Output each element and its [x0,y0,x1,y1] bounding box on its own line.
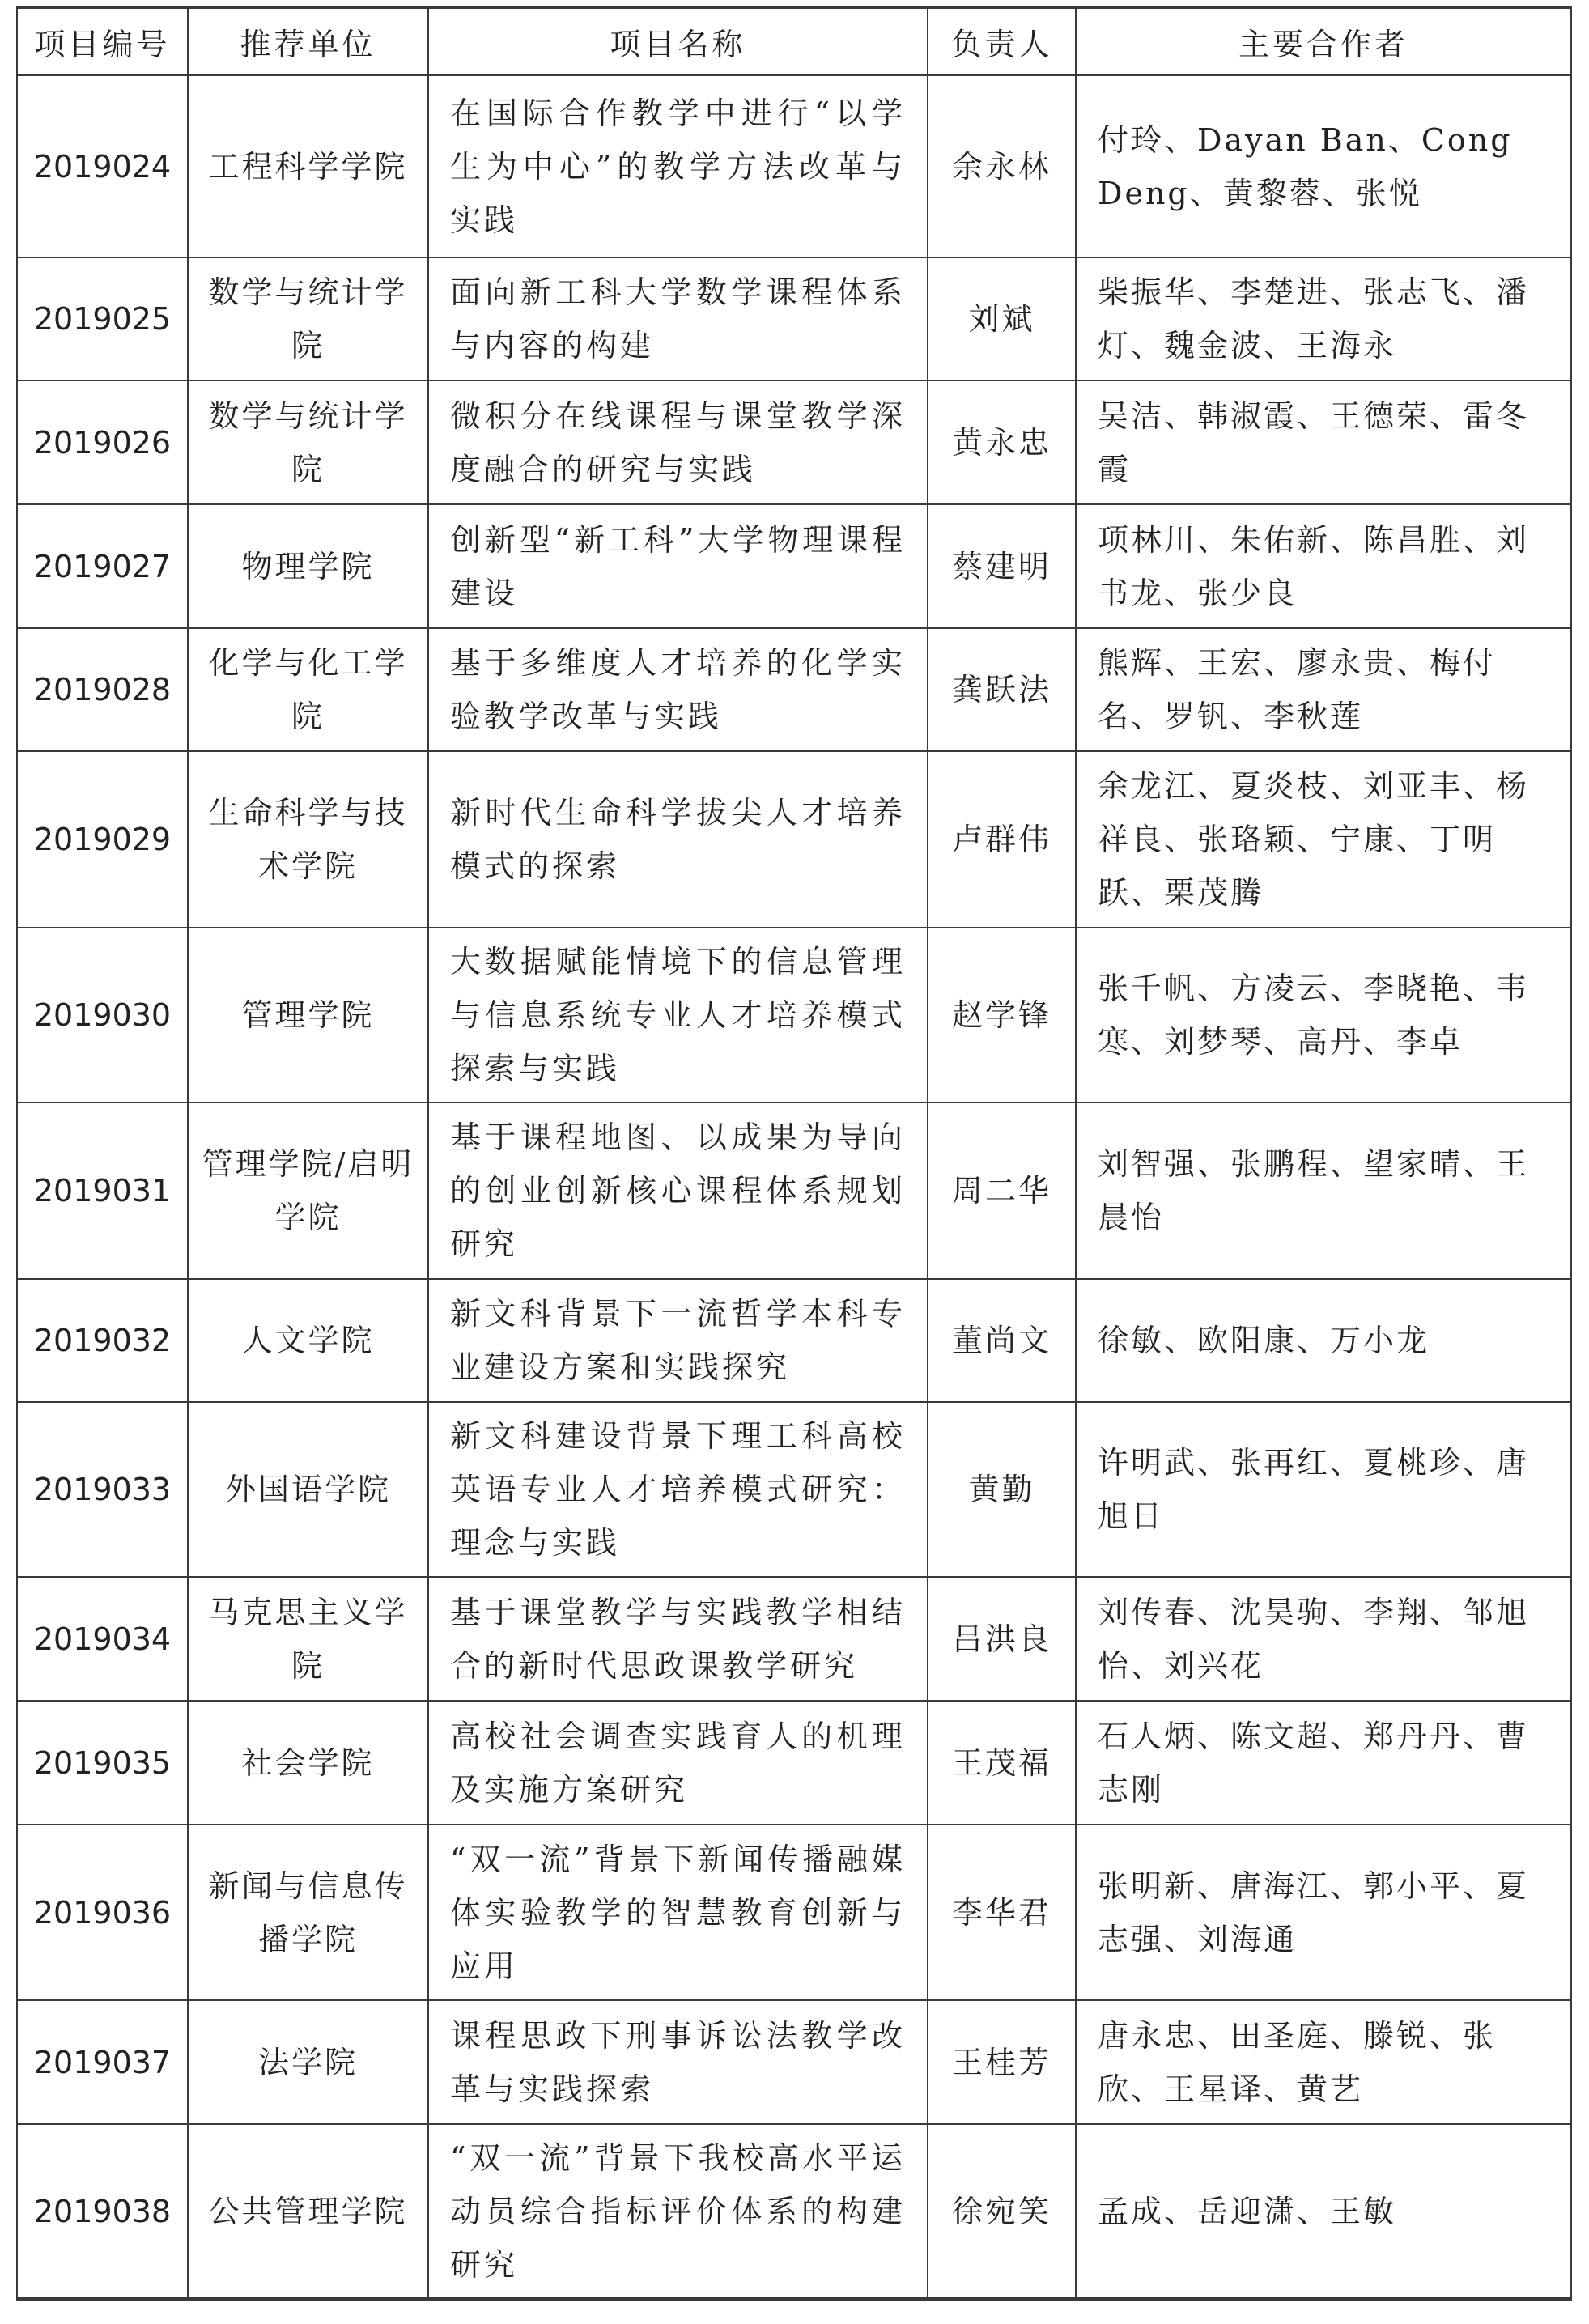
project-name: 基于课堂教学与实践教学相结合的新时代思政课教学研究 [428,1577,928,1701]
project-id: 2019026 [17,380,188,504]
header-id: 项目编号 [17,7,188,75]
project-leader: 蔡建明 [928,504,1076,628]
main-cooperators: 刘传春、沈昊驹、李翔、邹旭怡、刘兴花 [1076,1577,1571,1701]
project-leader: 龚跃法 [928,628,1076,751]
recommending-unit: 社会学院 [188,1701,428,1825]
project-id: 2019028 [17,628,188,751]
recommending-unit: 公共管理学院 [188,2124,428,2299]
recommending-unit: 数学与统计学院 [188,257,428,380]
recommending-unit: 外国语学院 [188,1402,428,1577]
project-id: 2019035 [17,1701,188,1825]
main-cooperators: 熊辉、王宏、廖永贵、梅付名、罗钒、李秋莲 [1076,628,1571,751]
table-row [17,2000,1571,2124]
project-leader: 卢群伟 [928,751,1076,928]
project-leader: 周二华 [928,1103,1076,1279]
recommending-unit: 管理学院 [188,928,428,1103]
main-cooperators: 徐敏、欧阳康、万小龙 [1076,1279,1571,1402]
main-cooperators: 刘智强、张鹏程、望家晴、王晨怡 [1076,1103,1571,1279]
project-leader: 王茂福 [928,1701,1076,1825]
table-row [17,380,1571,504]
header-row [17,7,1571,75]
project-id: 2019037 [17,2000,188,2124]
main-cooperators: 唐永忠、田圣庭、滕锐、张欣、王星译、黄艺 [1076,2000,1571,2124]
project-leader: 余永林 [928,75,1076,257]
main-cooperators: 许明武、张再红、夏桃珍、唐旭日 [1076,1402,1571,1577]
recommending-unit: 数学与统计学院 [188,380,428,504]
project-name: 大数据赋能情境下的信息管理与信息系统专业人才培养模式探索与实践 [428,928,928,1103]
recommending-unit: 人文学院 [188,1279,428,1402]
project-name: 基于课程地图、以成果为导向的创业创新核心课程体系规划研究 [428,1103,928,1279]
project-id: 2019032 [17,1279,188,1402]
project-name: 课程思政下刑事诉讼法教学改革与实践探索 [428,2000,928,2124]
recommending-unit: 化学与化工学院 [188,628,428,751]
project-leader: 赵学锋 [928,928,1076,1103]
projects-table [16,6,1572,2301]
recommending-unit: 管理学院/启明学院 [188,1103,428,1279]
main-cooperators: 项林川、朱佑新、陈昌胜、刘书龙、张少良 [1076,504,1571,628]
header-cooperators: 主要合作者 [1076,7,1571,75]
project-name: 高校社会调查实践育人的机理及实施方案研究 [428,1701,928,1825]
project-id: 2019034 [17,1577,188,1701]
table-row [17,928,1571,1103]
recommending-unit: 生命科学与技术学院 [188,751,428,928]
table-row [17,1402,1571,1577]
project-id: 2019031 [17,1103,188,1279]
project-id: 2019033 [17,1402,188,1577]
project-leader: 黄勤 [928,1402,1076,1577]
project-id: 2019025 [17,257,188,380]
project-name: 微积分在线课程与课堂教学深度融合的研究与实践 [428,380,928,504]
recommending-unit: 马克思主义学院 [188,1577,428,1701]
main-cooperators: 张明新、唐海江、郭小平、夏志强、刘海通 [1076,1825,1571,2000]
table-row [17,628,1571,751]
project-name: 创新型“新工科”大学物理课程建设 [428,504,928,628]
recommending-unit: 物理学院 [188,504,428,628]
project-id: 2019029 [17,751,188,928]
header-name: 项目名称 [428,7,928,75]
project-leader: 王桂芳 [928,2000,1076,2124]
table-row [17,2124,1571,2299]
header-leader: 负责人 [928,7,1076,75]
project-name: 基于多维度人才培养的化学实验教学改革与实践 [428,628,928,751]
main-cooperators: 柴振华、李楚进、张志飞、潘灯、魏金波、王海永 [1076,257,1571,380]
main-cooperators: 石人炳、陈文超、郑丹丹、曹志刚 [1076,1701,1571,1825]
project-id: 2019030 [17,928,188,1103]
table-row [17,1701,1571,1825]
recommending-unit: 新闻与信息传播学院 [188,1825,428,2000]
project-leader: 黄永忠 [928,380,1076,504]
project-leader: 李华君 [928,1825,1076,2000]
main-cooperators: 付玲、Dayan Ban、Cong Deng、黄黎蓉、张悦 [1076,75,1571,257]
project-name: “双一流”背景下新闻传播融媒体实验教学的智慧教育创新与应用 [428,1825,928,2000]
project-id: 2019027 [17,504,188,628]
recommending-unit: 法学院 [188,2000,428,2124]
project-id: 2019024 [17,75,188,257]
table-row [17,1577,1571,1701]
main-cooperators: 吴洁、韩淑霞、王德荣、雷冬霞 [1076,380,1571,504]
recommending-unit: 工程科学学院 [188,75,428,257]
project-id: 2019038 [17,2124,188,2299]
table-row [17,751,1571,928]
table-row [17,1103,1571,1279]
main-cooperators: 余龙江、夏炎枝、刘亚丰、杨祥良、张珞颖、宁康、丁明跃、栗茂腾 [1076,751,1571,928]
table-row [17,257,1571,380]
project-name: 新文科建设背景下理工科高校英语专业人才培养模式研究：理念与实践 [428,1402,928,1577]
project-leader: 董尚文 [928,1279,1076,1402]
main-cooperators: 张千帆、方凌云、李晓艳、韦寒、刘梦琴、高丹、李卓 [1076,928,1571,1103]
project-name: 面向新工科大学数学课程体系与内容的构建 [428,257,928,380]
header-unit: 推荐单位 [188,7,428,75]
project-name: “双一流”背景下我校高水平运动员综合指标评价体系的构建研究 [428,2124,928,2299]
project-leader: 吕洪良 [928,1577,1076,1701]
project-name: 新时代生命科学拔尖人才培养模式的探索 [428,751,928,928]
project-name: 新文科背景下一流哲学本科专业建设方案和实践探究 [428,1279,928,1402]
main-cooperators: 孟成、岳迎潇、王敏 [1076,2124,1571,2299]
project-name: 在国际合作教学中进行“以学生为中心”的教学方法改革与实践 [428,75,928,257]
table-row [17,504,1571,628]
project-id: 2019036 [17,1825,188,2000]
table-row [17,75,1571,257]
project-leader: 刘斌 [928,257,1076,380]
project-leader: 徐宛笑 [928,2124,1076,2299]
table-row [17,1825,1571,2000]
table-row [17,1279,1571,1402]
